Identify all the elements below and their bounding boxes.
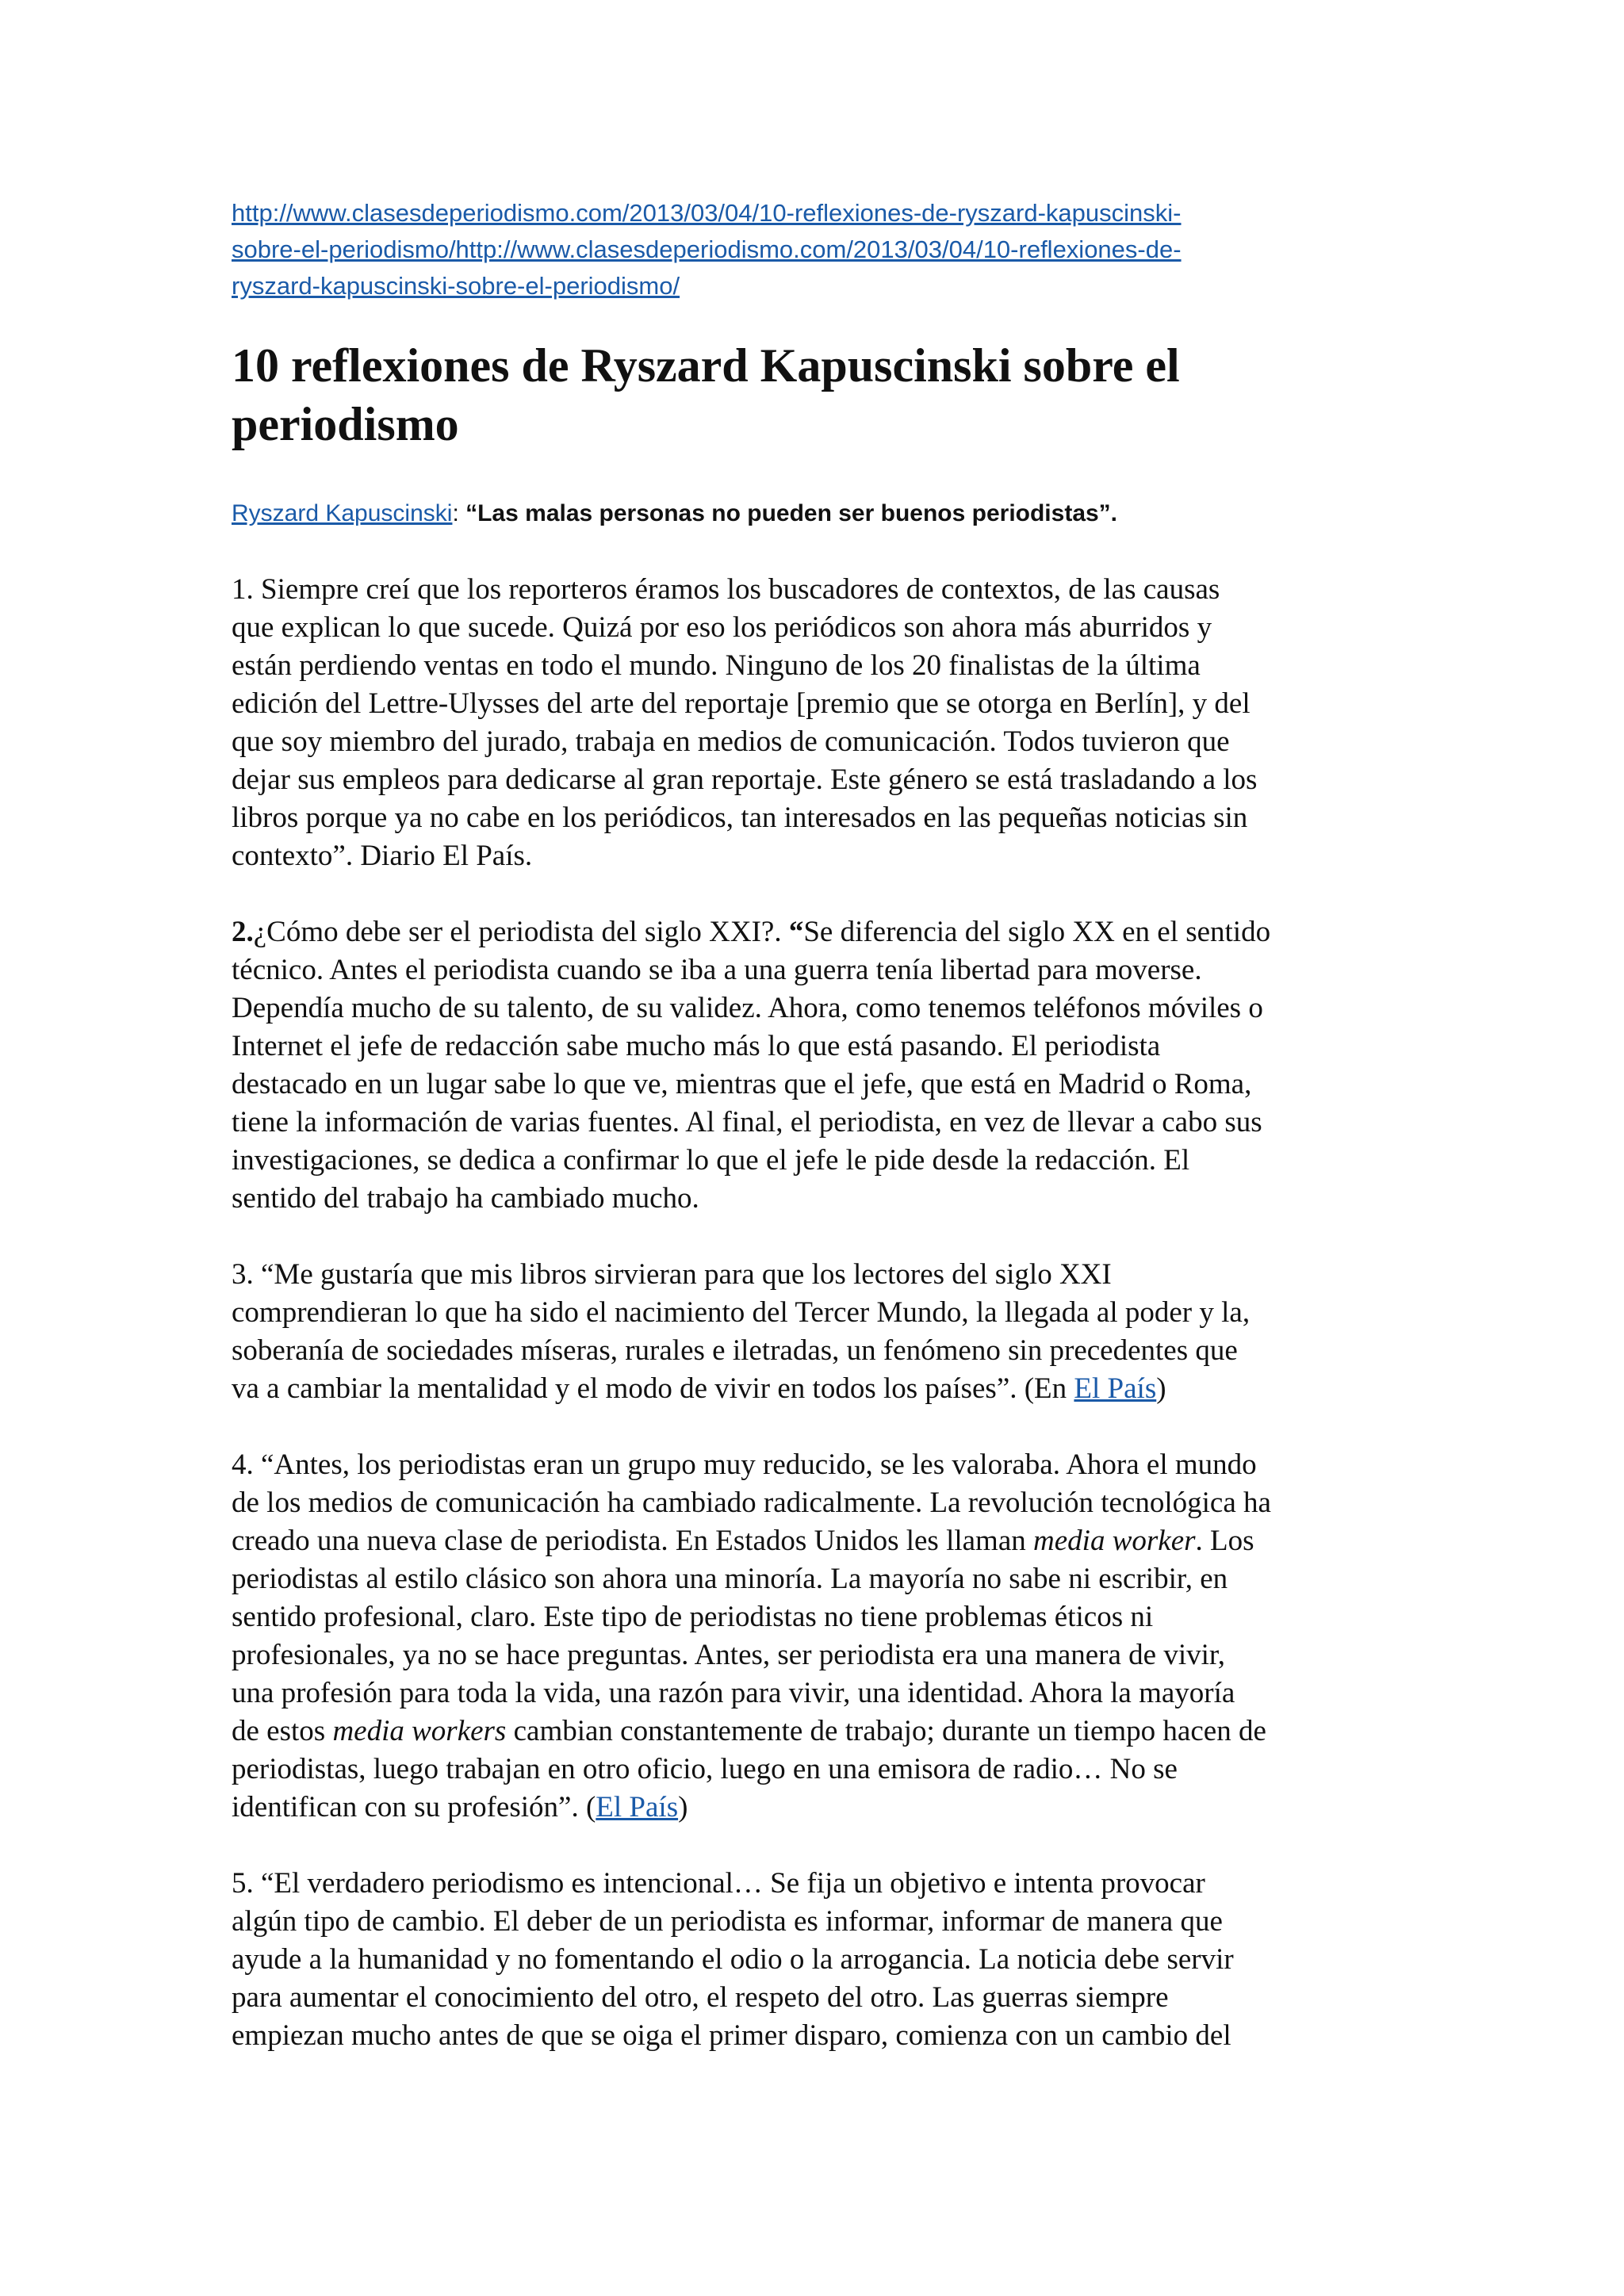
line-text: identifican con su profesión”. ( [232, 1791, 596, 1823]
source-line[interactable]: sobre-el-periodismo/http://www.clasesdeperiodismo.com/2013/03/04/10-reflexiones-de- [232, 235, 1182, 263]
source-line[interactable]: ryszard-kapuscinski-sobre-el-periodismo/ [232, 272, 680, 300]
text-line: una profesión para toda la vida, una razón para vivir, una identidad. Ahora la mayoría [232, 1677, 1235, 1709]
text-line: dejar sus empleos para dedicarse al gran reportaje. Este género se está trasladando a los [232, 763, 1258, 796]
question-text: ¿Cómo debe ser el periodista del siglo XXI?. [253, 916, 789, 948]
source-link[interactable] [232, 195, 1405, 304]
text-line: algún tipo de cambio. El deber de un periodista es informar, informar de manera que [232, 1905, 1223, 1938]
title-line-1: 10 reflexiones de Ryszard Kapuscinski sobre el [232, 339, 1180, 392]
text-line: Internet el jefe de redacción sabe mucho más lo que está pasando. El periodista [232, 1030, 1161, 1062]
answer-text: Se diferencia del siglo XX en el sentido [803, 916, 1271, 948]
paragraph-1 [232, 571, 1405, 875]
text-line: edición del Lettre-Ulysses del arte del reportaje [premio que se otorga en Berlín], y del [232, 687, 1251, 720]
source-url-link[interactable] [232, 195, 1405, 304]
intro-separator: : [452, 500, 466, 526]
text-line: contexto”. Diario El País. [232, 840, 533, 872]
line-text: cambian constantemente de trabajo; durante un tiempo hacen de [506, 1715, 1266, 1747]
intro-quote-text: “Las malas personas no pueden ser buenos periodistas”. [465, 500, 1118, 526]
article-body [232, 571, 1405, 2055]
text-line: 4. “Antes, los periodistas eran un grupo muy reducido, se les valoraba. Ahora el mundo [232, 1448, 1257, 1481]
document-page [232, 195, 1405, 2093]
text-line: libros porque ya no cabe en los periódicos, tan interesados en las pequeñas noticias sin [232, 802, 1248, 834]
text-line: están perdiendo ventas en todo el mundo. Ninguno de los 20 finalistas de la última [232, 649, 1201, 682]
line-text: creado una nueva clase de periodista. En Estados Unidos les llaman [232, 1525, 1034, 1557]
text-line: tiene la información de varias fuentes. Al final, el periodista, en vez de llevar a cabo sus [232, 1106, 1262, 1138]
source-line[interactable]: http://www.clasesdeperiodismo.com/2013/03/04/10-reflexiones-de-ryszard-kapuscinski- [232, 199, 1182, 227]
text-line [232, 913, 1405, 951]
text-line: 5. “El verdadero periodismo es intencional… Se fija un objetivo e intenta provocar [232, 1867, 1205, 1900]
text-line: de los medios de comunicación ha cambiado radicalmente. La revolución tecnológica ha [232, 1487, 1271, 1519]
paragraph-3 [232, 1256, 1405, 1408]
text-line: que soy miembro del jurado, trabaja en medios de comunicación. Todos tuvieron que [232, 725, 1230, 758]
text-line: ayude a la humanidad y no fomentando el odio o la arrogancia. La noticia debe servir [232, 1943, 1234, 1976]
text-line: sentido profesional, claro. Este tipo de periodistas no tiene problemas éticos ni [232, 1601, 1154, 1633]
line-text: va a cambiar la mentalidad y el modo de vivir en todos los países”. (En [232, 1372, 1074, 1405]
emphasis-text: media workers [332, 1715, 507, 1747]
paragraph-5 [232, 1865, 1405, 2055]
text-line: técnico. Antes el periodista cuando se iba a una guerra tenía libertad para moverse. [232, 954, 1202, 986]
paragraph-2 [232, 913, 1405, 1218]
text-line: profesionales, ya no se hace preguntas. Antes, ser periodista era una manera de vivir, [232, 1639, 1225, 1671]
text-line: que explican lo que sucede. Quizá por eso los periódicos son ahora más aburridos y [232, 611, 1212, 644]
text-line: destacado en un lugar sabe lo que ve, mientras que el jefe, que está en Madrid o Roma, [232, 1068, 1252, 1100]
text-line: comprendieran lo que ha sido el nacimiento del Tercer Mundo, la llegada al poder y la, [232, 1296, 1251, 1329]
author-link[interactable]: Ryszard Kapuscinski [232, 500, 453, 526]
title-line-2: periodismo [232, 398, 459, 450]
paragraph-number: 2. [232, 916, 254, 948]
line-text: ) [1156, 1372, 1166, 1405]
text-line [232, 1370, 1405, 1408]
el-pais-link[interactable]: El País [1074, 1372, 1157, 1405]
text-line: para aumentar el conocimiento del otro, el respeto del otro. Las guerras siempre [232, 1981, 1169, 2014]
text-line: 3. “Me gustaría que mis libros sirvieran para que los lectores del siglo XXI [232, 1258, 1112, 1291]
text-line: soberanía de sociedades míseras, rurales e iletradas, un fenómeno sin precedentes que [232, 1334, 1238, 1367]
intro-quote [232, 496, 1405, 531]
emphasis-text: media worker [1033, 1525, 1196, 1557]
el-pais-link[interactable]: El País [596, 1791, 679, 1823]
line-text: ) [678, 1791, 688, 1823]
open-quote: “ [788, 916, 804, 948]
text-line: periodistas, luego trabajan en otro oficio, luego en una emisora de radio… No se [232, 1753, 1178, 1785]
text-line: Dependía mucho de su talento, de su validez. Ahora, como tenemos teléfonos móviles o [232, 992, 1263, 1024]
paragraph-4 [232, 1446, 1405, 1827]
text-line [232, 1522, 1405, 1560]
text-line: investigaciones, se dedica a confirmar lo que el jefe le pide desde la redacción. El [232, 1144, 1190, 1177]
text-line: empiezan mucho antes de que se oiga el primer disparo, comienza con un cambio del [232, 2019, 1231, 2052]
text-line: 1. Siempre creí que los reporteros éramos los buscadores de contextos, de las causas [232, 573, 1220, 606]
text-line: sentido del trabajo ha cambiado mucho. [232, 1182, 699, 1215]
text-line [232, 1712, 1405, 1751]
text-line [232, 1789, 1405, 1827]
page-title [232, 336, 1405, 453]
text-line: periodistas al estilo clásico son ahora una minoría. La mayoría no sabe ni escribir, en [232, 1563, 1228, 1595]
line-text: de estos [232, 1715, 333, 1747]
line-text: . Los [1195, 1525, 1254, 1557]
